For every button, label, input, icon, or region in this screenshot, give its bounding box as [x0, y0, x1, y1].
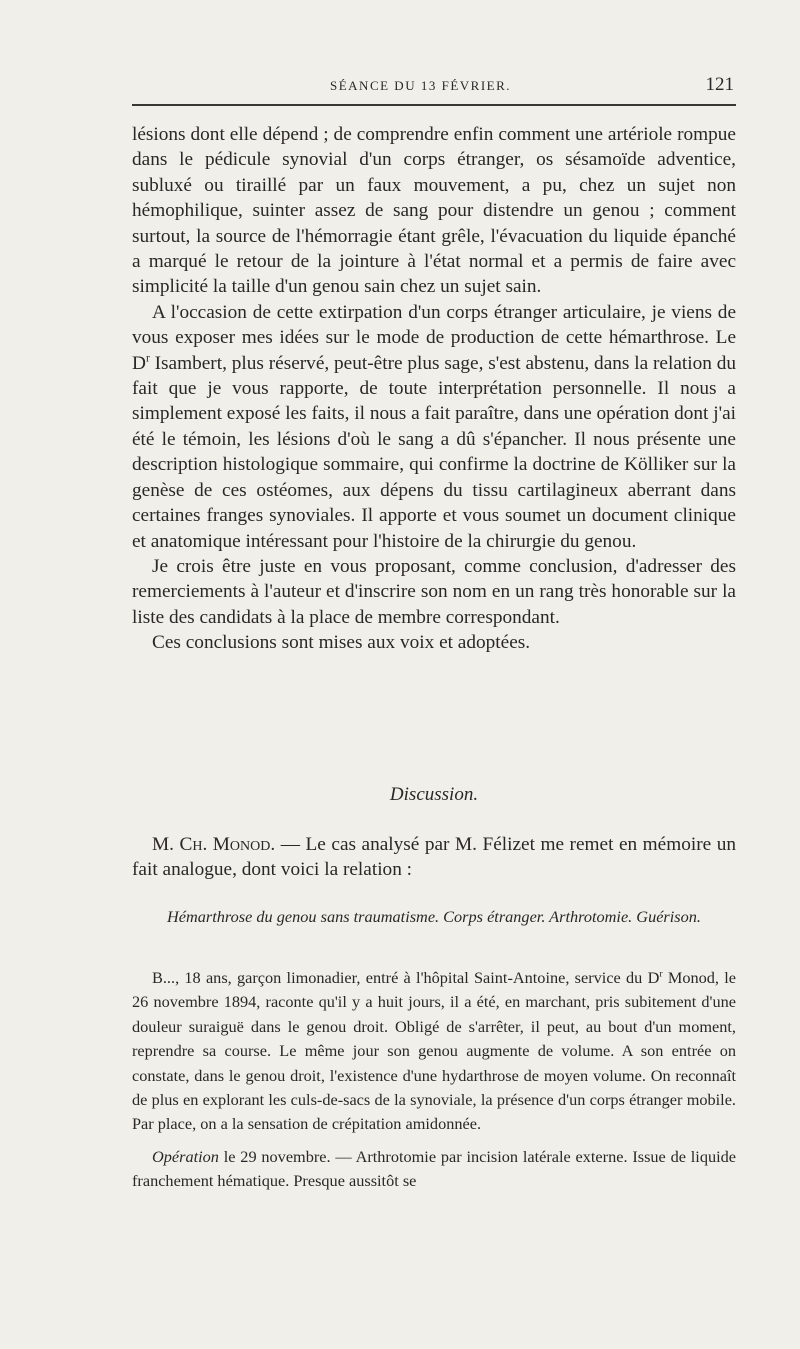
discussion-heading: Discussion.	[389, 784, 479, 805]
header-rule	[132, 104, 736, 106]
case-title: Hémarthrose du genou sans traumatisme. Corps étranger. Arthrotomie. Guérison.	[167, 907, 701, 926]
paragraph-4: Ces conclusions sont mises aux voix et adoptées.	[152, 632, 531, 654]
running-head: SÉANCE DU 13 FÉVRIER.	[330, 78, 512, 93]
page-header	[132, 74, 736, 98]
paragraph-3: Je crois être juste en vous proposant, comme conclusion, d'adresser des remerciements à l'auteur et d'inscrire son nom en un rang très honorable sur la liste des candidats à la place de membre correspondant.	[132, 555, 736, 628]
monod-remark	[132, 832, 736, 883]
monod-paragraph: M. Ch. Monod. — Le cas analysé par M. Félizet me remet en mémoire un fait analogue, dont voici la relation :	[132, 834, 736, 881]
case-paragraph-1: B..., 18 ans, garçon limonadier, entré à l'hôpital Saint-Antoine, service du $D^r$ Monod, le 26 novembre 1894, raconte qu'il y a huit jours, il a été, en marchant, pris subitement d'une douleur suraiguë dans le genou droit. Obligé de s'arrêter, il peut, au bout d'un moment, reprendre sa course. Le même jour son genou augmente de volume. A son entrée on constate, dans le genou droit, l'existence d'une hydarthrose de moyen volume. On reconnaît de plus en explorant les culs-de-sacs de la synoviale, la présence d'un corps étranger mobile. Par place, on a la sensation de crépitation amidonnée.	[132, 968, 736, 1134]
speaker-name: Ch. Monod	[179, 834, 271, 855]
page-number: 121	[705, 74, 734, 95]
operation-label: Opération	[152, 1146, 219, 1166]
paragraph-2: A l'occasion de cette extirpation d'un corps étranger articulaire, je viens de vous exposer mes idées sur le mode de production de cette hémarthrose. Le $D^r$ Isambert, plus réservé, peut-être plus sage, s'est abstenu, dans la relation du fait que je vous rapporte, de toute interprétation personnelle. Il nous a simplement exposé les faits, il nous a fait paraître, dans une opération dont j'ai été le témoin, les lésions d'où le sang a dû s'épancher. Il nous présente une description histologique sommaire, qui confirme la doctrine de Kölliker sur la genèse de ces ostéomes, aux dépens du tissu cartilagineux aberrant dans certaines franges synoviales. Il apporte et vous soumet un document clinique et anatomique intéressant pour l'histoire de la chirurgie du genou.	[132, 301, 736, 552]
case-report	[132, 966, 736, 1194]
paragraph-1: lésions dont elle dépend ; de comprendre enfin comment une artériole rompue dans le pédicule synovial d'un corps étranger, os sésamoïde adventice, subluxé ou tiraillé par un faux mouvement, a pu, chez un sujet non hémophilique, suinter assez de sang pour distendre un genou ; comment surtout, la source de l'hémorragie étant grêle, l'évacuation du liquide épanché a marqué le retour de la jointure à l'état normal et a permis de faire avec simplicité la taille d'un genou sain chez un sujet sain.	[132, 124, 736, 298]
report-body	[132, 122, 736, 656]
case-paragraph-2: Opération le 29 novembre. — Arthrotomie par incision latérale externe. Issue de liquide franchement hématique. Presque aussitôt se	[132, 1146, 736, 1191]
